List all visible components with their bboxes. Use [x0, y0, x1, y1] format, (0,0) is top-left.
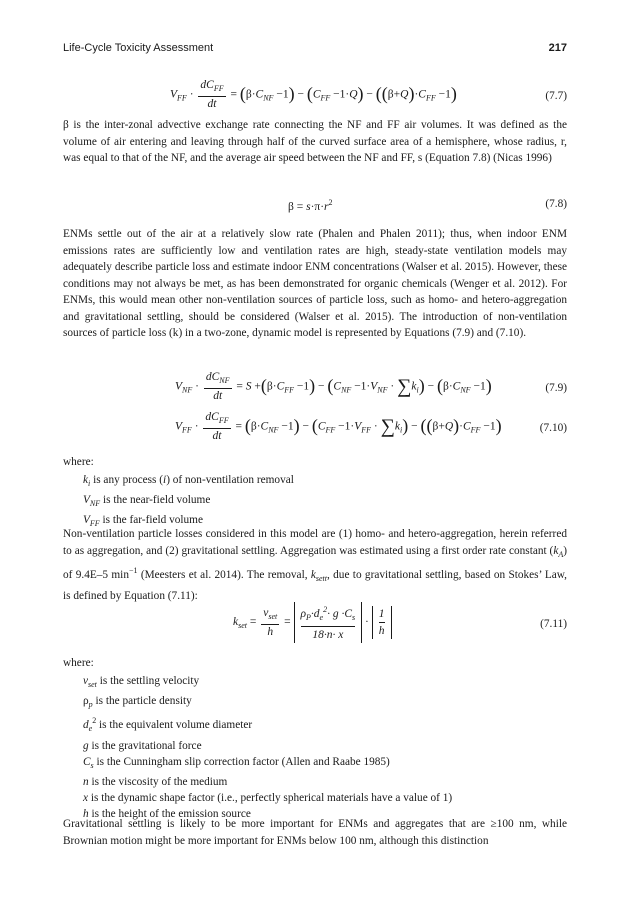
running-title: Life-Cycle Toxicity Assessment — [63, 42, 214, 54]
equation-number: (7.10) — [539, 422, 567, 434]
where-label: where: — [63, 456, 94, 468]
definition-item: n is the viscosity of the medium — [83, 776, 228, 789]
equation-7-8: $\beta = s\cdot\pi\cdot r^2$ (7.8) — [288, 198, 567, 213]
paragraph-beta-definition: β is the inter-zonal advective exchange rate connecting the NF and FF air volumes. It was defined as the volume of air entering and leaving through half of the curved surface area of a hemisphere, whose radius, r, was equal to that of the NF, and the average air speed between the NF and FF, s (Equation 7.8) (Nicas 1996) — [63, 119, 567, 164]
equation-7-9: $V_{NF}$ · $\frac{dC_{NF}}{dt}$ = $S +(\beta\cdot C_{FF} -1) - (C_{NF} -1\cdot V_{NF} \cdot \sum k_i) - (\beta\cdot C_{NF} -1)$ (7.9) — [175, 371, 567, 402]
equation-number: (7.9) — [545, 382, 567, 394]
definition-item: g is the gravitational force — [83, 739, 202, 752]
definition-list-2 — [83, 673, 452, 823]
equation-7-7: $V_{FF}$ · $\frac{dC_{FF}}{dt}$ = $(\beta\cdot C_{NF} -1) - (C_{FF} -1\cdot Q) - ((\beta+Q)\cdot C_{FF} -1)$ (7.7) — [170, 79, 567, 110]
equation-7-10: $V_{FF}$ · $\frac{dC_{FF}}{dt}$ = $(\beta\cdot C_{NF} -1) - (C_{FF} -1\cdot V_{FF} \cdot \sum k_i) - ((\beta+Q)\cdot C_{FF} -1)$ (7.10) — [175, 411, 567, 442]
definition-item: x is the dynamic shape factor (i.e., perfectly spherical materials have a value of 1) — [83, 792, 453, 805]
definition-item: $V_{FF}$ is the far-field volume — [83, 514, 203, 529]
equation-number: (7.7) — [545, 90, 567, 102]
paragraph-non-ventilation: Non-ventilation particle losses considered in this model are (1) homo- and hetero-aggregation, herein referred to as aggregation, and (2) gravitational settling. Aggregation was estimated using a first order rate constant $(k_A)$ of 9.4E–5 $\min^{-1}$ (Meesters et al. 2014). The removal, $k_{sett}$, due to gravitational settling, based on Stokes’ Law, is defined by Equation (7.11): — [63, 528, 567, 602]
paragraph-gravitational: Gravitational settling is likely to be more important for ENMs and aggregates that are ≥100 nm, while Brownian motion might be more important for ENMs below 100 nm, although this distinction — [63, 818, 567, 847]
definition-item: $C_s$ is the Cunningham slip correction factor (Allen and Raabe 1985) — [83, 755, 390, 770]
definition-item: $V_{NF}$ is the near-field volume — [83, 494, 211, 509]
definition-item: $k_i$ is any process (i) of non-ventilation removal — [83, 474, 294, 488]
definition-item: $d_e^2$ is the equivalent volume diameter — [83, 716, 253, 734]
definition-item: $v_{set}$ is the settling velocity — [83, 675, 200, 689]
page-number: 217 — [548, 42, 567, 54]
equation-7-11: $k_{set}$ = $\frac{v_{set}}{h}$ = $\frac{\rho_P\cdot d_e^2\cdot g \cdot C_s}{18\cdot n\cdot x}$ · $\frac{1}{h}$ (7.11) — [63, 602, 567, 646]
where-label-2: where: — [63, 657, 94, 669]
equation-number: (7.8) — [545, 198, 567, 210]
definition-item: $\rho_p$ is the particle density — [83, 695, 192, 710]
equation-number: (7.11) — [540, 618, 567, 630]
paragraph-enm-settling: ENMs settle out of the air at a relatively slow rate (Phalen and Phalen 2011); thus, when indoor ENM emissions rates are sufficiently low and ventilation rates are high, steady-state ventilation models may adequately describe particle loss and estimate indoor ENM concentrations (Walser et al. 2015). However, these conditions may not always be met, as has been demonstrated for organic chemicals (Wenger et al. 2012). For ENMs, this would mean other non-ventilation sources of particle loss, such as homo- and hetero-aggregation and gravitational settling, should be considered (Walser et al. 2015). The introduction of non-ventilation sources of particle loss (k) in a two-zone, dynamic model is represented by Equations (7.9) and (7.10). — [63, 228, 567, 339]
running-header — [63, 42, 567, 58]
definition-list-1 — [83, 472, 294, 533]
definition-item: h is the height of the emission source — [83, 808, 251, 821]
